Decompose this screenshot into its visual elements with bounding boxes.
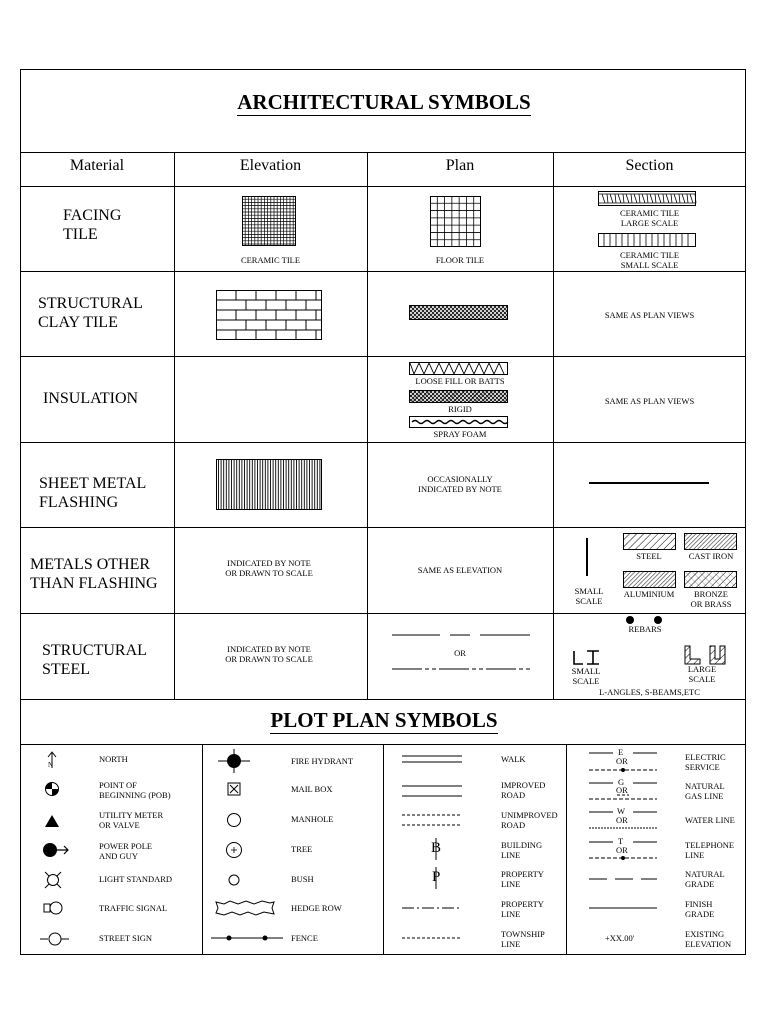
fence-label: FENCE: [291, 933, 318, 943]
natural-grade-label: NATURAL GRADE: [685, 869, 725, 889]
utility-meter-label: UTILITY METER OR VALVE: [99, 810, 164, 830]
telephone-letter: T: [618, 836, 624, 846]
water-letter: W: [617, 806, 626, 816]
section-note: L-ANGLES, S-BEAMS,ETC: [599, 687, 700, 697]
natural-gas-line-label: NATURAL GAS LINE: [685, 781, 725, 801]
property-line-label: PROPERTY LINE: [501, 869, 544, 889]
section-note: SAME AS PLAN VIEWS: [604, 310, 695, 320]
material-facing-tile: FACING TILE: [63, 207, 122, 243]
gas-or: OR: [616, 785, 628, 795]
material-sheet-metal-flashing: SHEET METAL FLASHING: [39, 475, 147, 511]
column-header-material: Material: [69, 157, 125, 174]
grid-line: [174, 152, 175, 699]
section-note: BRONZE OR BRASS: [690, 589, 732, 609]
mail-box-label: MAIL BOX: [291, 784, 333, 794]
material-insulation: INSULATION: [43, 390, 139, 407]
material-structural-steel: STRUCTURAL STEEL: [42, 642, 147, 678]
section-note: STEEL: [636, 551, 662, 561]
fence-icon: [211, 934, 283, 942]
building-line-glyph: B: [431, 840, 442, 856]
improved-road-label: IMPROVED ROAD: [501, 780, 546, 800]
sheet-metal-elevation-symbol: [216, 459, 322, 510]
structural-steel-plan-line: [392, 633, 530, 637]
bronze-brass-section-symbol: [684, 571, 737, 588]
manhole-icon: [226, 812, 242, 828]
unimproved-road-icon: [402, 813, 462, 827]
floor-tile-plan-symbol: [430, 196, 481, 247]
grid-line: [20, 613, 746, 614]
architectural-title: ARCHITECTURAL SYMBOLS: [237, 90, 531, 114]
grid-line: [367, 152, 368, 699]
improved-road-icon: [402, 784, 462, 798]
steel-angle-large-scale-icon: [684, 645, 726, 665]
section-note: LARGE SCALE: [687, 664, 717, 684]
utility-meter-icon: [44, 814, 60, 828]
steel-angle-small-scale-icon: [572, 650, 602, 666]
township-line-label: TOWNSHIP LINE: [501, 929, 545, 949]
fire-hydrant-label: FIRE HYDRANT: [291, 756, 354, 766]
plan-note: OR: [454, 648, 466, 658]
section-note: SMALL SCALE: [574, 586, 604, 606]
section-note: SAME AS PLAN VIEWS: [604, 396, 695, 406]
pob-label: POINT OF BEGINNING (POB): [99, 780, 171, 800]
section-note: REBARS: [628, 624, 662, 634]
electric-service-label: ELECTRIC SERVICE: [685, 752, 726, 772]
ceramic-tile-elevation-symbol: [242, 196, 296, 246]
rigid-insulation-symbol: [409, 390, 508, 403]
section-note: CAST IRON: [688, 551, 734, 561]
fire-hydrant-icon: [218, 749, 250, 773]
bush-label: BUSH: [291, 874, 314, 884]
grid-line: [20, 356, 746, 357]
grid-line: [383, 744, 384, 955]
section-note: SMALL SCALE: [571, 666, 601, 686]
manhole-label: MANHOLE: [291, 814, 334, 824]
structural-steel-plan-dash-line: [392, 667, 530, 671]
power-pole-label: POWER POLE AND GUY: [99, 841, 153, 861]
material-structural-clay-tile: STRUCTURAL CLAY TILE: [38, 295, 143, 331]
hedge-row-icon: [214, 899, 276, 917]
grid-line: [20, 699, 746, 700]
section-note: ALUMINIUM: [623, 589, 675, 599]
power-pole-icon: [42, 842, 72, 858]
ceramic-tile-large-scale-symbol: [598, 191, 696, 206]
grid-line: [20, 271, 746, 272]
plot-plan-title: PLOT PLAN SYMBOLS: [270, 708, 498, 732]
grid-line: [553, 152, 554, 699]
existing-elevation-glyph: +XX.00': [605, 933, 635, 943]
electric-or: OR: [616, 756, 628, 766]
tree-label: TREE: [291, 844, 313, 854]
material-metals-other: METALS OTHER THAN FLASHING: [30, 556, 158, 592]
property-line-dashed-icon: [402, 906, 462, 910]
bush-icon: [227, 873, 241, 887]
gas-letter: G: [618, 777, 625, 787]
traffic-signal-label: TRAFFIC SIGNAL: [99, 903, 168, 913]
walk-line-icon: [402, 754, 462, 764]
walk-label: WALK: [501, 754, 526, 764]
street-sign-label: STREET SIGN: [99, 933, 152, 943]
tree-icon: [225, 841, 243, 859]
spray-foam-insulation-symbol: [409, 416, 508, 428]
plan-note: OCCASIONALLY INDICATED BY NOTE: [418, 474, 502, 494]
traffic-signal-icon: [43, 900, 65, 916]
aluminium-section-symbol: [623, 571, 676, 588]
existing-elevation-label: EXISTING ELEVATION: [685, 929, 732, 949]
column-header-plan: Plan: [445, 157, 475, 174]
finish-grade-icon: [589, 906, 657, 910]
township-line-icon: [402, 936, 462, 940]
elevation-note: INDICATED BY NOTE OR DRAWN TO SCALE: [225, 644, 313, 664]
water-or: OR: [616, 815, 628, 825]
grid-line: [20, 186, 746, 187]
section-note: CERAMIC TILE LARGE SCALE: [619, 208, 680, 228]
north-glyph: N: [48, 761, 54, 769]
natural-grade-icon: [589, 877, 657, 881]
plan-note: RIGID: [448, 404, 472, 414]
metal-small-scale-line: [585, 538, 589, 576]
section-note: CERAMIC TILE SMALL SCALE: [619, 250, 680, 270]
property-line-glyph: P: [432, 869, 441, 885]
point-of-beginning-icon: [44, 781, 60, 797]
light-standard-label: LIGHT STANDARD: [99, 874, 173, 884]
north-label: NORTH: [99, 754, 128, 764]
column-header-section: Section: [625, 157, 674, 174]
property-line-dashed-label: PROPERTY LINE: [501, 899, 544, 919]
unimproved-road-label: UNIMPROVED ROAD: [501, 810, 558, 830]
cast-iron-section-symbol: [684, 533, 737, 550]
sheet-metal-section-line: [589, 481, 709, 485]
clay-tile-elevation-symbol: [216, 290, 322, 340]
electric-letter: E: [618, 747, 624, 757]
plan-note: FLOOR TILE: [435, 255, 485, 265]
grid-line: [20, 442, 746, 443]
clay-tile-plan-symbol: [409, 305, 508, 320]
elevation-note: CERAMIC TILE: [240, 255, 301, 265]
loose-fill-insulation-symbol: [409, 362, 508, 375]
plan-note: SAME AS ELEVATION: [417, 565, 503, 575]
telephone-line-label: TELEPHONE LINE: [685, 840, 735, 860]
grid-line: [20, 152, 746, 153]
steel-section-symbol: [623, 533, 676, 550]
building-line-label: BUILDING LINE: [501, 840, 543, 860]
grid-line: [202, 744, 203, 955]
telephone-or: OR: [616, 845, 628, 855]
column-header-elevation: Elevation: [239, 157, 302, 174]
mail-box-icon: [227, 782, 241, 796]
plan-note: LOOSE FILL OR BATTS: [415, 376, 505, 386]
hedge-row-label: HEDGE ROW: [291, 903, 342, 913]
water-line-label: WATER LINE: [685, 815, 735, 825]
elevation-note: INDICATED BY NOTE OR DRAWN TO SCALE: [225, 558, 313, 578]
grid-line: [20, 527, 746, 528]
finish-grade-label: FINISH GRADE: [685, 899, 715, 919]
street-sign-icon: [40, 931, 70, 947]
plan-note: SPRAY FOAM: [433, 429, 487, 439]
ceramic-tile-small-scale-symbol: [598, 233, 696, 247]
light-standard-icon: [43, 870, 63, 890]
grid-line: [566, 744, 567, 955]
